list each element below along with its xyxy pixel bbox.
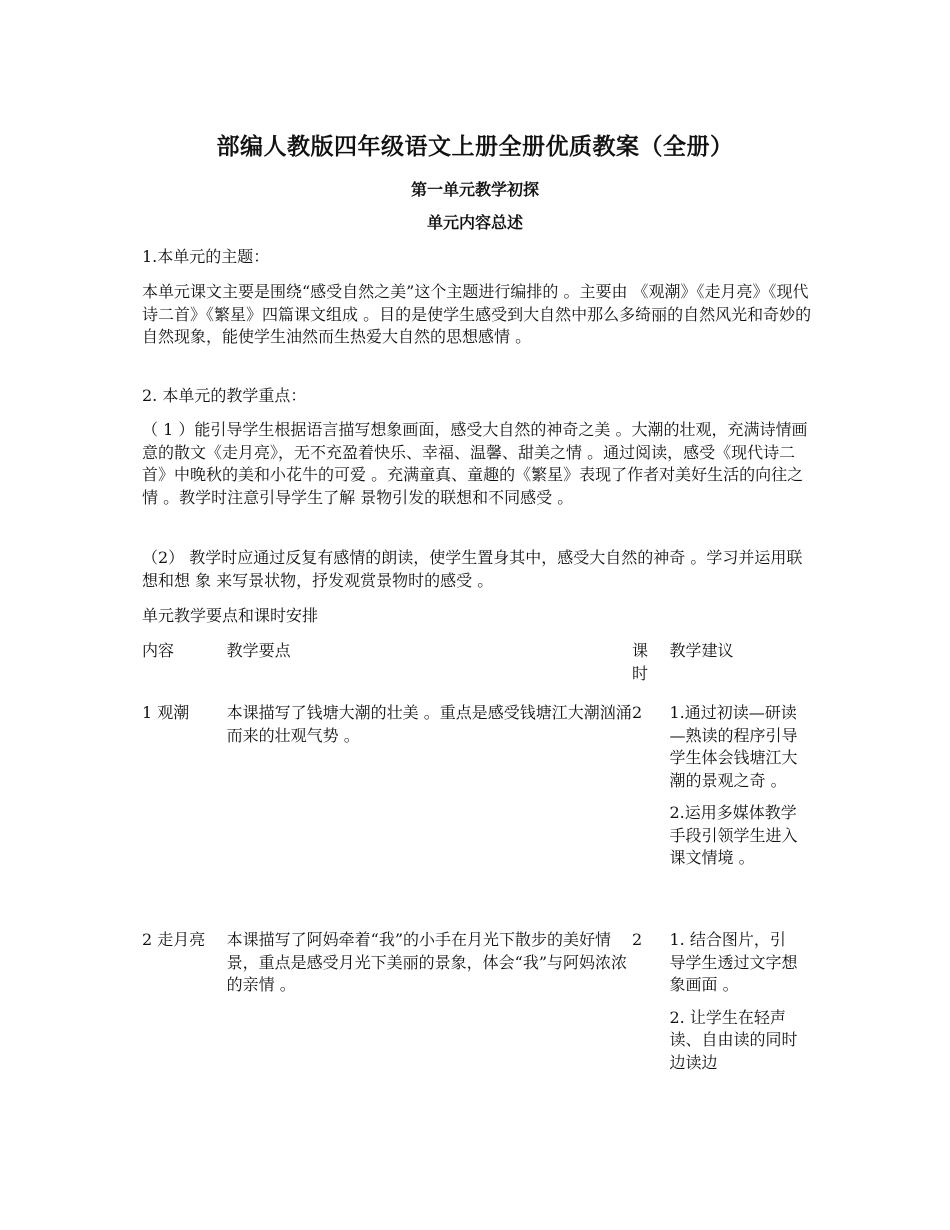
theme-section: [142, 281, 812, 349]
schedule-heading-text: 单元教学要点和课时安排: [142, 606, 319, 625]
focus-point-text: （ 1 ）能引导学生根据语言描写想象画面，感受大自然的神奇之美 。大潮的壮观，充满诗情画意的散文《走月亮》，无不充盈着快乐、幸福、温馨、甜美之情 。通过阅读，感受《现代诗二首》中晚秋的美和小花牛的可爱 。充满童真、童趣的《繁星》表现了作者对美好生活的向往之情 。教学时注意引导学生了解 景物引发的联想和不同感受 。: [142, 420, 808, 507]
header-hours: 课 时: [631, 641, 648, 683]
document-title: 部编人教版四年级语文上册全册优质教案（全册）: [216, 133, 734, 160]
row-points: 本课描写了阿妈牵着“我”的小手在月光下散步的美好情景，重点是感受月光下美丽的景象，体会“我”与阿妈浓浓的亲情 。: [226, 930, 628, 994]
header-suggestions: 教学建议: [669, 641, 734, 660]
theme-heading-text: 1.本单元的主题：: [142, 247, 270, 266]
lesson-plan-table: [142, 640, 822, 1084]
suggestion-item: 1. 结合图片，引导学生透过文字想象画面 。: [669, 930, 798, 994]
row-hours: 2: [631, 703, 643, 722]
table-row: [142, 929, 822, 1084]
table-header-row: [142, 640, 822, 702]
row-content: 1 观潮: [142, 703, 190, 722]
focus-point-2: [142, 547, 812, 592]
unit-heading: 第一单元教学初探: [410, 180, 539, 199]
suggestion-item: 2. 让学生在轻声读、自由读的同时边读边: [669, 1007, 798, 1072]
focus-heading-text: 2. 本单元的教学重点：: [142, 386, 307, 405]
theme-heading: [142, 246, 812, 269]
header-points: 教学要点: [226, 641, 291, 660]
row-suggestions: [669, 929, 822, 1084]
table-row: [142, 702, 822, 929]
row-hours: 2: [631, 930, 643, 949]
header-content: 内容: [142, 641, 175, 660]
focus-heading: [142, 385, 812, 408]
suggestion-item: 1.通过初读—研读—熟读的程序引导学生体会钱塘江大潮的景观之奇 。: [669, 703, 798, 790]
row-content: 2 走月亮: [142, 930, 206, 949]
schedule-heading: [142, 605, 812, 628]
suggestion-item: 2.运用多媒体教学手段引领学生进入课文情境 。: [669, 803, 798, 867]
theme-paragraph: 本单元课文主要是围绕“感受自然之美”这个主题进行编排的 。主要由 《观潮》《走月亮》《现代诗二首》《繁星》四篇课文组成 。目的是使学生感受到大自然中那么多绮丽的自然风光和奇妙的自然现象，能使学生油然而生热爱大自然的思想感情 。: [142, 282, 812, 346]
row-points: 本课描写了钱塘大潮的壮美 。重点是感受钱塘江大潮汹涌而来的壮观气势 。: [226, 703, 632, 745]
row-suggestions: [669, 702, 822, 929]
section-heading: 单元内容总述: [426, 213, 523, 232]
focus-point-text: （2） 教学时应通过反复有感情的朗读，使学生置身其中，感受大自然的神奇 。学习并运用联想和想 象 来写景状物，抒发观赏景物时的感受 。: [142, 548, 803, 590]
focus-point-1: [142, 419, 812, 509]
